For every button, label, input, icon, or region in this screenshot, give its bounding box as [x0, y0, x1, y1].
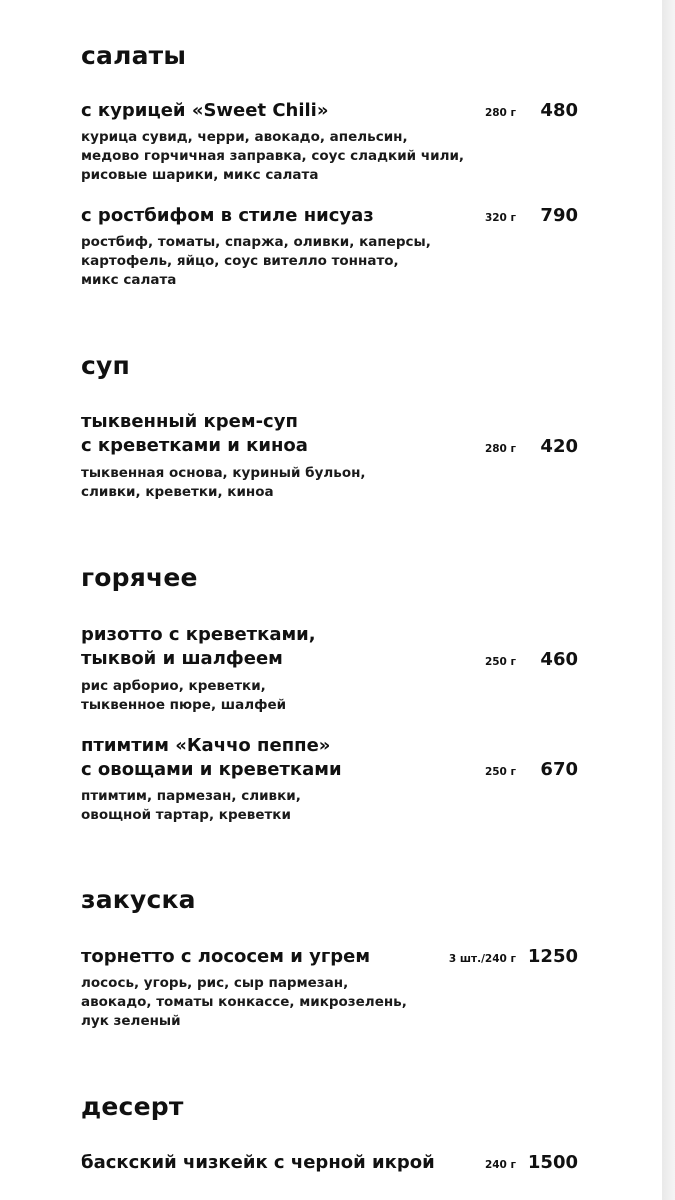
item-weight: 250 г [484, 766, 516, 778]
item-name: с курицей «Sweet Chili» [81, 100, 329, 121]
item-weight: 280 г [484, 443, 516, 455]
item-description: птимтим, пармезан, сливки, овощной тартар, креветки [81, 788, 301, 823]
item-price: 460 [540, 649, 578, 670]
item-price: 480 [540, 100, 578, 121]
item-weight: 3 шт./240 г [448, 953, 516, 965]
item-description: лосось, угорь, рис, сыр пармезан, авокадо, томаты конкассе, микрозелень, лук зеленый [81, 975, 407, 1029]
item-description: рис арборио, креветки, тыквенное пюре, шалфей [81, 678, 287, 713]
item-name: птимтим «Каччо пеппе» с овощами и креветками [81, 735, 342, 780]
section-title-hot: горячее [81, 563, 198, 592]
section-title-soup: суп [81, 351, 130, 380]
item-weight: 320 г [484, 212, 516, 224]
item-name: тыквенный крем-суп с креветками и киноа [81, 411, 308, 456]
item-name: с ростбифом в стиле нисуаз [81, 205, 374, 226]
item-price: 1250 [527, 946, 578, 967]
item-name: торнетто с лососем и угрем [81, 946, 371, 967]
item-price: 1500 [527, 1152, 578, 1173]
item-price: 670 [540, 759, 578, 780]
page-edge-shadow [662, 0, 675, 1200]
item-name: ризотто с креветками, тыквой и шалфеем [81, 624, 316, 669]
item-description: курица сувид, черри, авокадо, апельсин, медово горчичная заправка, соус сладкий чили, рисовые шарики, микс салата [81, 129, 465, 183]
section-title-salads: салаты [81, 41, 187, 70]
item-weight: 240 г [484, 1159, 516, 1171]
item-description: ростбиф, томаты, спаржа, оливки, каперсы, картофель, яйцо, соус вителло тоннато, микс салата [81, 234, 431, 288]
item-description: тыквенная основа, куриный бульон, сливки, креветки, киноа [81, 465, 366, 500]
section-title-appetizer: закуска [81, 885, 196, 914]
item-price: 790 [540, 205, 578, 226]
item-name: баскский чизкейк с черной икрой [81, 1152, 435, 1173]
section-title-dessert: десерт [81, 1092, 184, 1121]
item-weight: 250 г [484, 656, 516, 668]
item-price: 420 [540, 436, 578, 457]
item-weight: 280 г [484, 107, 516, 119]
